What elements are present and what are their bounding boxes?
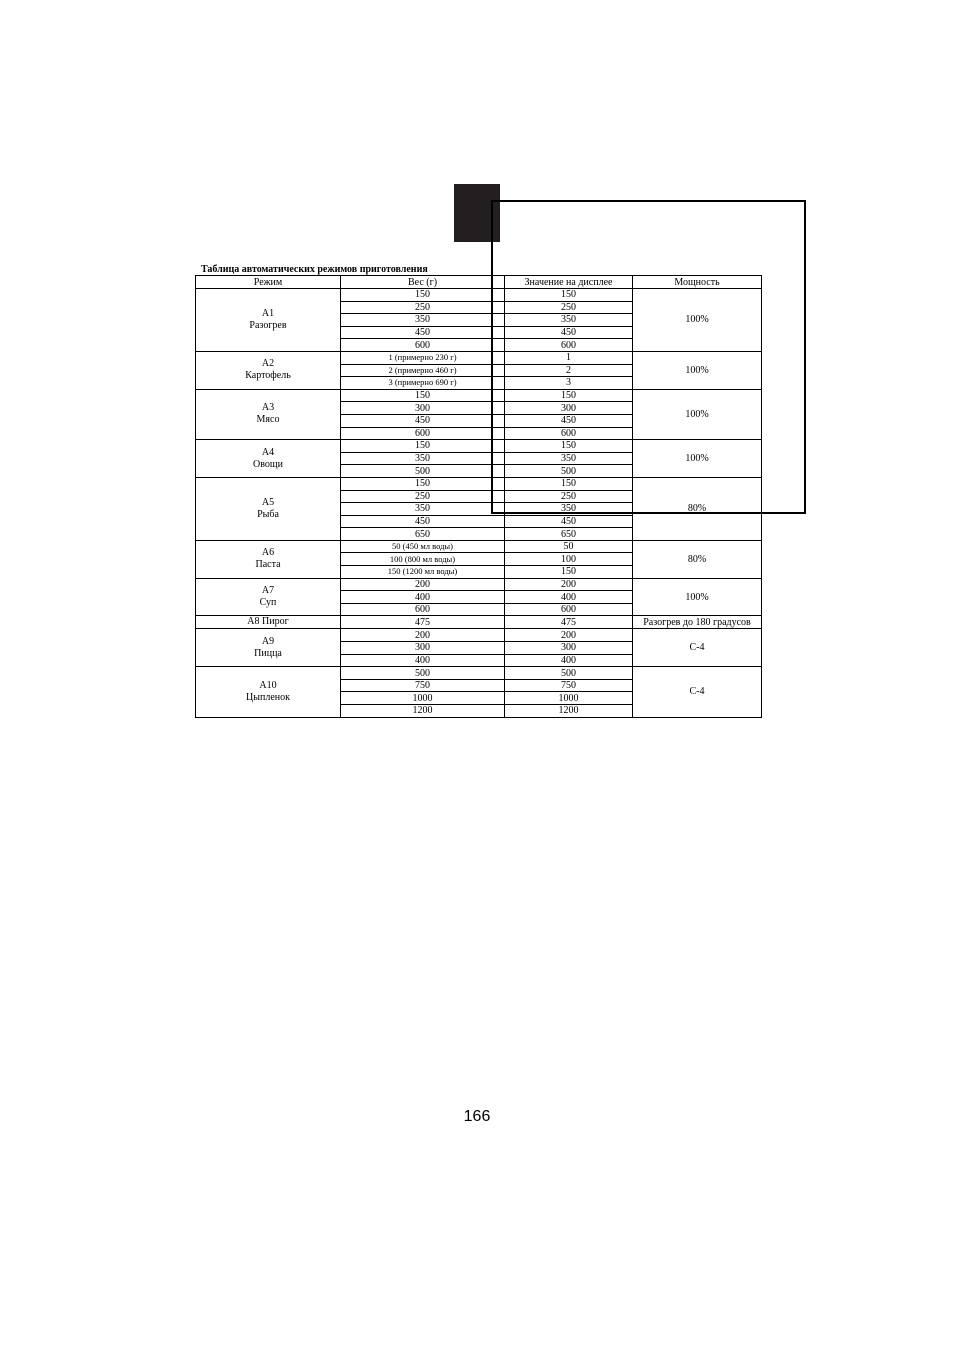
display-value-cell: 500: [505, 465, 633, 478]
table-row: [196, 540, 762, 553]
display-value-cell: 150: [505, 440, 633, 453]
table-title: Таблица автоматических режимов приготовления: [201, 264, 428, 275]
cooking-modes-table: [195, 275, 762, 718]
display-value-cell: 450: [505, 515, 633, 528]
display-value-cell: 2: [505, 364, 633, 377]
table-row: [196, 578, 762, 591]
weight-cell: 600: [341, 603, 505, 616]
weight-cell: 150 (1200 мл воды): [341, 566, 505, 579]
mode-cell: [196, 667, 341, 717]
weight-cell: 2 (примерно 460 г): [341, 364, 505, 377]
power-cell: 80%: [633, 477, 762, 540]
weight-cell: 200: [341, 629, 505, 642]
display-value-cell: 250: [505, 490, 633, 503]
display-value-cell: 650: [505, 528, 633, 541]
display-value-cell: 200: [505, 578, 633, 591]
mode-code: A2: [261, 358, 275, 370]
weight-cell: 650: [341, 528, 505, 541]
display-value-cell: 150: [505, 389, 633, 402]
header-display-value: Значение на дисплее: [505, 276, 633, 289]
display-value-cell: 3: [505, 377, 633, 390]
mode-code: A5: [261, 496, 275, 508]
power-cell: 100%: [633, 289, 762, 352]
weight-cell: 150: [341, 389, 505, 402]
weight-cell: 500: [341, 465, 505, 478]
weight-cell: 200: [341, 578, 505, 591]
table-row: [196, 616, 762, 629]
weight-cell: 600: [341, 339, 505, 352]
weight-cell: 1000: [341, 692, 505, 705]
mode-name: Паста: [255, 559, 281, 571]
display-value-cell: 300: [505, 402, 633, 415]
mode-name: Рыба: [257, 508, 279, 520]
display-value-cell: 150: [505, 289, 633, 302]
display-value-cell: 600: [505, 603, 633, 616]
mode-cell: [196, 578, 341, 616]
mode-cell: [196, 289, 341, 352]
weight-cell: 3 (примерно 690 г): [341, 377, 505, 390]
mode-name: Пицца: [254, 647, 282, 659]
mode-code: A9: [261, 635, 275, 647]
table-row: [196, 629, 762, 642]
display-value-cell: 450: [505, 414, 633, 427]
mode-code: A3: [261, 402, 275, 414]
power-cell: 100%: [633, 578, 762, 616]
mode-cell: [196, 389, 341, 439]
power-cell: С-4: [633, 629, 762, 667]
mode-name: Цыпленок: [246, 691, 290, 703]
mode-cell: [196, 351, 341, 389]
display-value-cell: 1: [505, 351, 633, 364]
display-value-cell: 150: [505, 477, 633, 490]
table-row: [196, 477, 762, 490]
weight-cell: 475: [341, 616, 505, 629]
mode-cell: [196, 440, 341, 478]
weight-cell: 150: [341, 289, 505, 302]
mode-code: A8 Пирог: [247, 616, 289, 628]
display-value-cell: 300: [505, 642, 633, 655]
display-value-cell: 250: [505, 301, 633, 314]
mode-cell: [196, 477, 341, 540]
page-number: 166: [463, 1108, 491, 1125]
table-row: [196, 351, 762, 364]
power-cell: Разогрев до 180 градусов: [633, 616, 762, 629]
display-value-cell: 475: [505, 616, 633, 629]
weight-cell: 100 (800 мл воды): [341, 553, 505, 566]
weight-cell: 750: [341, 679, 505, 692]
power-cell: 100%: [633, 440, 762, 478]
mode-code: A1: [261, 307, 275, 319]
weight-cell: 350: [341, 314, 505, 327]
mode-cell: [196, 540, 341, 578]
mode-code: A10: [259, 679, 277, 691]
weight-cell: 350: [341, 503, 505, 516]
mode-name: Картофель: [245, 370, 291, 382]
display-value-cell: 150: [505, 566, 633, 579]
display-value-cell: 200: [505, 629, 633, 642]
table-row: [196, 667, 762, 680]
display-value-cell: 350: [505, 503, 633, 516]
table-row: [196, 389, 762, 402]
weight-cell: 300: [341, 642, 505, 655]
weight-cell: 500: [341, 667, 505, 680]
header-power: Мощность: [633, 276, 762, 289]
weight-cell: 300: [341, 402, 505, 415]
mode-code: A4: [261, 446, 275, 458]
weight-cell: 250: [341, 301, 505, 314]
header-mode: Режим: [196, 276, 341, 289]
table-row: [196, 289, 762, 302]
display-value-cell: 600: [505, 339, 633, 352]
weight-cell: 450: [341, 326, 505, 339]
table-row: [196, 440, 762, 453]
header-weight: Вес (г): [341, 276, 505, 289]
display-value-cell: 350: [505, 314, 633, 327]
mode-cell: [196, 629, 341, 667]
weight-cell: 450: [341, 515, 505, 528]
mode-name: Разогрев: [249, 319, 287, 331]
weight-cell: 1200: [341, 705, 505, 718]
weight-cell: 150: [341, 477, 505, 490]
mode-name: Суп: [259, 597, 277, 609]
weight-cell: 400: [341, 654, 505, 667]
black-corner-tab: [454, 184, 500, 242]
display-value-cell: 750: [505, 679, 633, 692]
weight-cell: 600: [341, 427, 505, 440]
display-value-cell: 400: [505, 654, 633, 667]
display-value-cell: 1000: [505, 692, 633, 705]
mode-code: A7: [261, 585, 275, 597]
weight-cell: 350: [341, 452, 505, 465]
power-cell: 100%: [633, 389, 762, 439]
power-cell: 100%: [633, 351, 762, 389]
power-cell: 80%: [633, 540, 762, 578]
display-value-cell: 400: [505, 591, 633, 604]
display-value-cell: 50: [505, 540, 633, 553]
display-value-cell: 600: [505, 427, 633, 440]
weight-cell: 400: [341, 591, 505, 604]
weight-cell: 250: [341, 490, 505, 503]
weight-cell: 1 (примерно 230 г): [341, 351, 505, 364]
mode-code: A6: [261, 547, 275, 559]
display-value-cell: 350: [505, 452, 633, 465]
weight-cell: 450: [341, 414, 505, 427]
display-value-cell: 500: [505, 667, 633, 680]
display-value-cell: 100: [505, 553, 633, 566]
display-value-cell: 1200: [505, 705, 633, 718]
weight-cell: 50 (450 мл воды): [341, 540, 505, 553]
display-value-cell: 450: [505, 326, 633, 339]
mode-name: Мясо: [256, 414, 280, 426]
mode-name: Овощи: [253, 458, 283, 470]
table-body: [196, 289, 762, 718]
mode-cell: [196, 616, 341, 629]
table-header-row: [196, 276, 762, 289]
weight-cell: 150: [341, 440, 505, 453]
power-cell: С-4: [633, 667, 762, 717]
